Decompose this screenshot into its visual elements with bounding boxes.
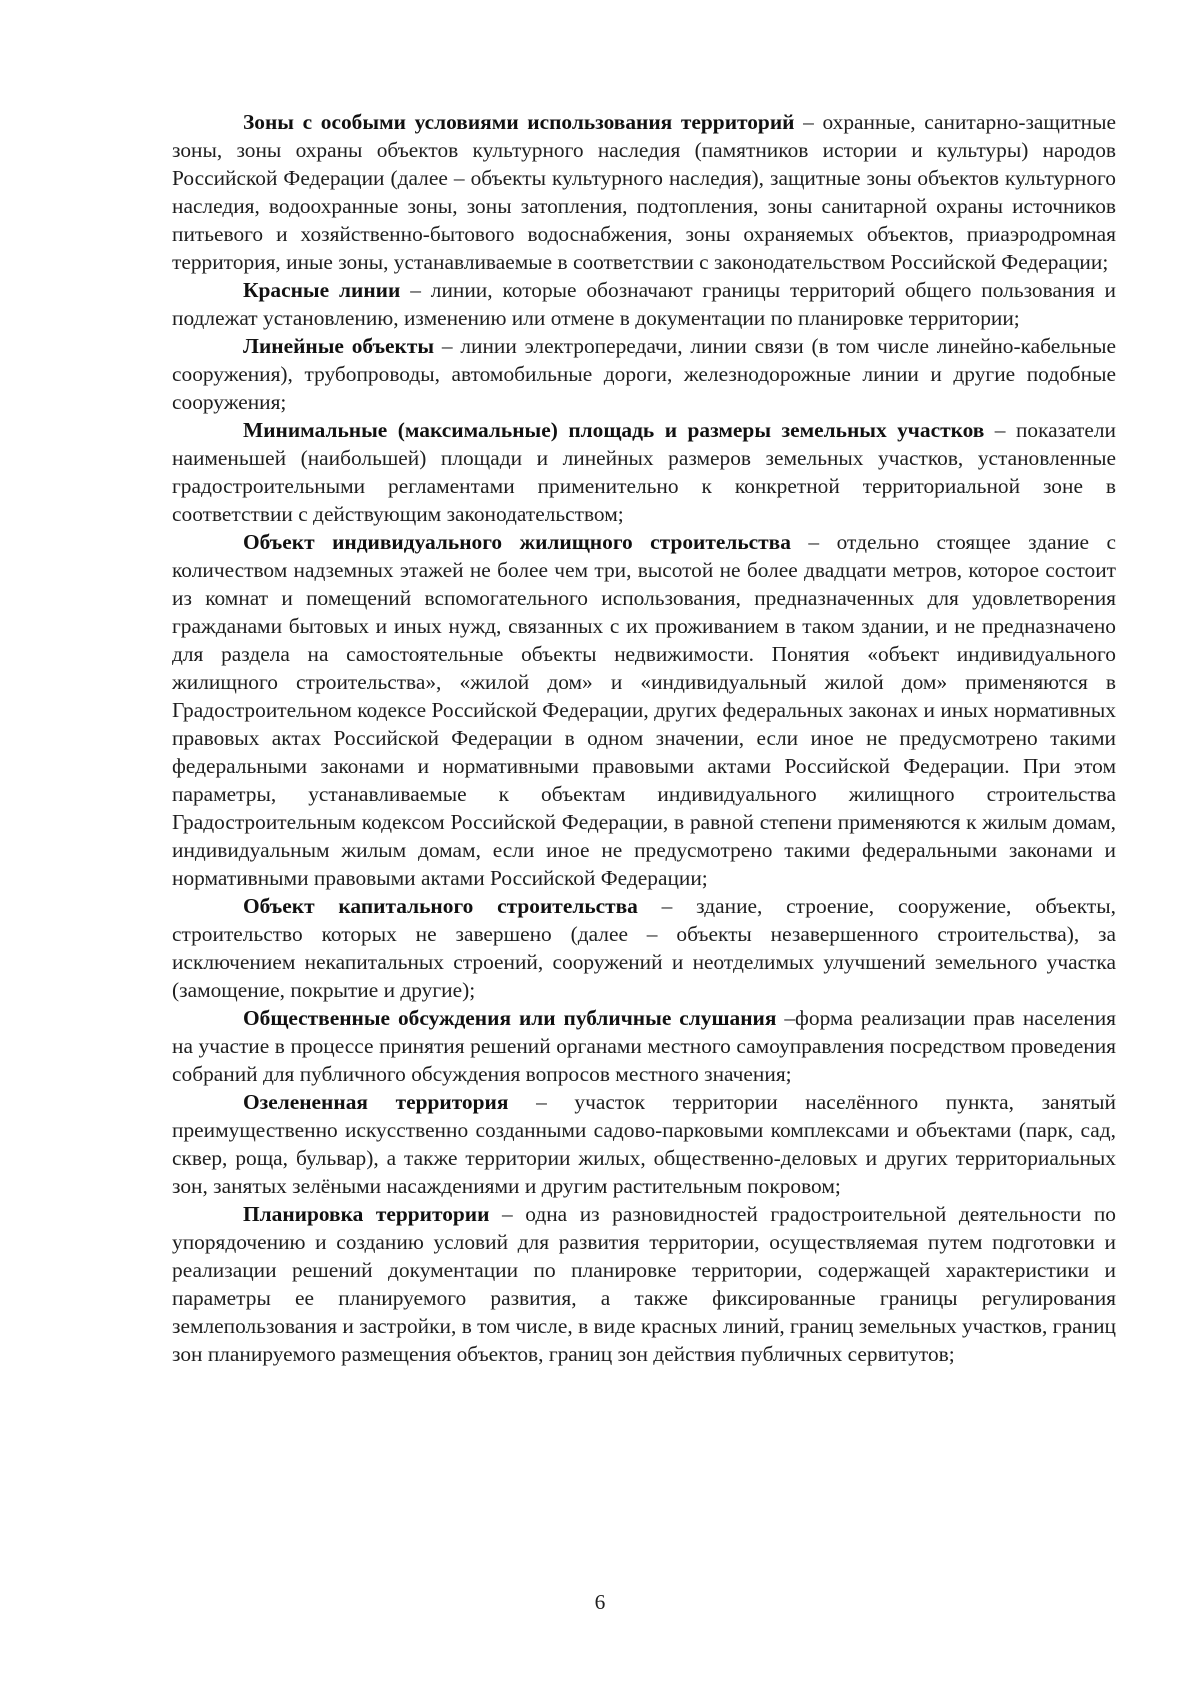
definition-text: – линии электропередачи, линии связи (в том числе линейно-кабельные сооружения), трубопроводы, автомобильные дороги, железнодорожные линии и другие подобные сооружения;	[172, 334, 1116, 414]
definition-text: – отдельно стоящее здание с количеством надземных этажей не более чем три, высотой не более двадцати метров, которое состоит из комнат и помещений вспомогательного использования, предназначенных для удовлетворения гражданами бытовых и иных нужд, связанных с их проживанием в таком здании, и не предназначено для раздела на самостоятельные объекты недвижимости. Понятия «объект индивидуального жилищного строительства», «жилой дом» и «индивидуальный жилой дом» применяются в Градостроительном кодексе Российской Федерации, других федеральных законах и иных нормативных правовых актах Российской Федерации в одном значении, если иное не предусмотрено такими федеральными законами и нормативными правовыми актами Российской Федерации. При этом параметры, устанавливаемые к объектам индивидуального жилищного строительства Градостроительным кодексом Российской Федерации, в равной степени применяются к жилым домам, индивидуальным жилым домам, если иное не предусмотрено такими федеральными законами и нормативными правовыми актами Российской Федерации;	[172, 530, 1116, 890]
definition-text: – показатели наименьшей (наибольшей) площади и линейных размеров земельных участков, установленные градостроительными регламентами применительно к конкретной территориальной зоне в соответствии с действующим законодательством;	[172, 418, 1117, 526]
definition-paragraph	[172, 332, 1116, 416]
page-number: 6	[594, 1590, 606, 1614]
definition-paragraph	[172, 1088, 1116, 1200]
definition-term: Красные линии	[243, 278, 401, 302]
definitions-list	[172, 108, 1116, 1368]
definition-paragraph	[172, 276, 1116, 332]
definition-term: Линейные объекты	[243, 334, 435, 358]
definition-paragraph	[172, 416, 1116, 528]
definition-paragraph	[172, 1200, 1116, 1368]
definition-text: – участок территории населённого пункта, занятый преимущественно искусственно созданными садово-парковыми комплексами и объектами (парк, сад, сквер, роща, бульвар), а также территории жилых, общественно-деловых и других территориальных зон, занятых зелёными насаждениями и другим растительным покровом;	[172, 1090, 1116, 1198]
definition-term: Зоны с особыми условиями использования территорий	[243, 110, 795, 134]
definition-term: Общественные обсуждения или публичные слушания	[243, 1006, 777, 1030]
definition-paragraph	[172, 892, 1116, 1004]
definition-text: – здание, строение, сооружение, объекты, строительство которых не завершено (далее – объекты незавершенного строительства), за исключением некапитальных строений, сооружений и неотделимых улучшений земельного участка (замощение, покрытие и другие);	[172, 894, 1116, 1002]
definition-text: – охранные, санитарно-защитные зоны, зоны охраны объектов культурного наследия (памятников истории и культуры) народов Российской Федерации (далее – объекты культурного наследия), защитные зоны объектов культурного наследия, водоохранные зоны, зоны затопления, подтопления, зоны санитарной охраны источников питьевого и хозяйственно-бытового водоснабжения, зоны охраняемых объектов, приаэродромная территория, иные зоны, устанавливаемые в соответствии с законодательством Российской Федерации;	[172, 110, 1116, 274]
definition-paragraph	[172, 108, 1116, 276]
definition-term: Планировка территории	[243, 1202, 490, 1226]
definition-text: –форма реализации прав населения на участие в процессе принятия решений органами местного самоуправления посредством проведения собраний для публичного обсуждения вопросов местного значения;	[172, 1006, 1116, 1086]
definition-term: Озелененная территория	[243, 1090, 509, 1114]
definition-term: Объект капитального строительства	[243, 894, 638, 918]
definition-text: – одна из разновидностей градостроительной деятельности по упорядочению и созданию условий для развития территории, осуществляемая путем подготовки и реализации решений документации по планировке территории, содержащей характеристики и параметры ее планируемого развития, а также фиксированные границы регулирования землепользования и застройки, в том числе, в виде красных линий, границ земельных участков, границ зон планируемого размещения объектов, границ зон действия публичных сервитутов;	[172, 1202, 1116, 1366]
definition-term: Минимальные (максимальные) площадь и размеры земельных участков	[243, 418, 985, 442]
definition-paragraph	[172, 528, 1116, 892]
definition-text: – линии, которые обозначают границы территорий общего пользования и подлежат установлению, изменению или отмене в документации по планировке территории;	[172, 278, 1116, 330]
definition-paragraph	[172, 1004, 1116, 1088]
definition-term: Объект индивидуального жилищного строительства	[243, 530, 791, 554]
